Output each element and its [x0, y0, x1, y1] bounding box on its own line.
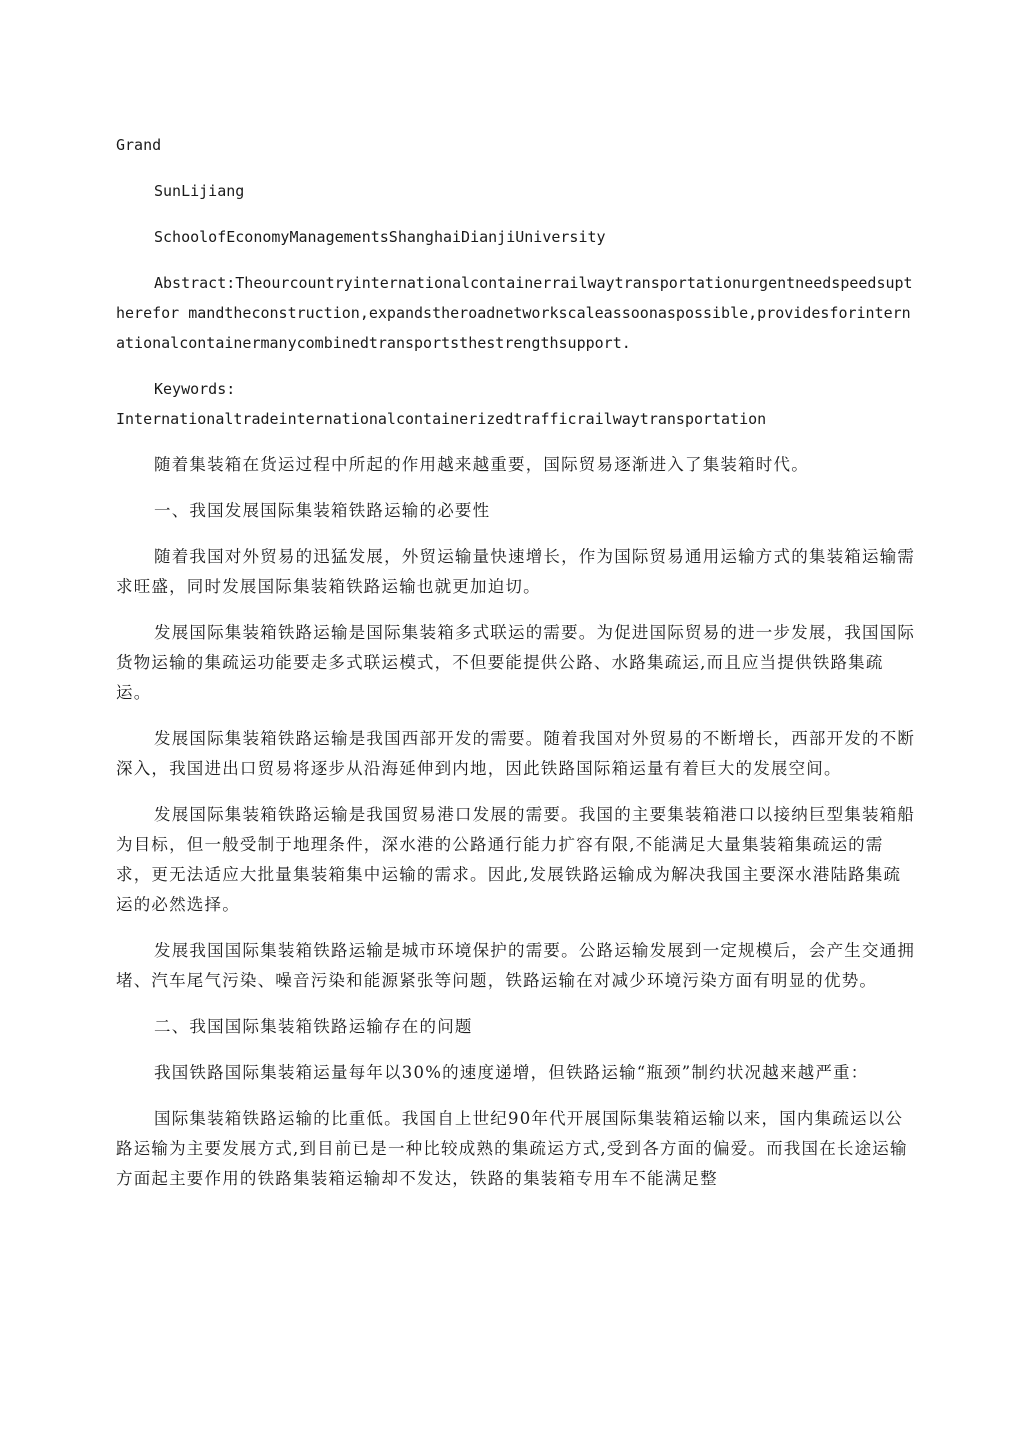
- paragraph: 我国铁路国际集装箱运量每年以30%的速度递增，但铁路运输“瓶颈”制约状况越来越严重：: [154, 1063, 869, 1082]
- paragraph: 发展国际集装箱铁路运输是我国西部开发的需要。随着我国对外贸易的不断增长，西部开发的不断深入，我国进出口贸易将逐步从沿海延伸到内地，因此铁路国际箱运量有着巨大的发展空间。: [116, 729, 916, 778]
- keywords-text: Internationaltradeinternationalcontainerizedtrafficrailwaytransportation: [116, 410, 767, 428]
- author-name: SunLijiang: [154, 182, 245, 200]
- affiliation: SchoolofEconomyManagementsShanghaiDianjiUniversity: [154, 228, 606, 246]
- paragraph: 发展国际集装箱铁路运输是国际集装箱多式联运的需要。为促进国际贸易的进一步发展，我国国际货物运输的集疏运功能要走多式联运模式，不但要能提供公路、水路集疏运,而且应当提供铁路集疏运。: [116, 623, 916, 702]
- intro-paragraph: 随着集装箱在货运过程中所起的作用越来越重要，国际贸易逐渐进入了集装箱时代。: [154, 455, 809, 474]
- document-body: [116, 130, 916, 1210]
- paragraph: 发展国际集装箱铁路运输是我国贸易港口发展的需要。我国的主要集装箱港口以接纳巨型集装箱船为目标，但一般受制于地理条件，深水港的公路通行能力扩容有限,不能满足大量集装箱集疏运的需求，更无法适应大批量集装箱集中运输的需求。因此,发展铁路运输成为解决我国主要深水港陆路集疏运的必然选择。: [116, 805, 916, 914]
- keywords-label: Keywords:: [154, 380, 236, 398]
- abstract-paragraph: Abstract:Theourcountryinternationalcontainerrailwaytransportationurgentneedspeedsuptherefor mandtheconstruction,expandstheroadnetworkscaleassoonaspossible,providesforinternationalcontainermanycombinedtransportsthestrengthsupport.: [116, 274, 913, 352]
- keywords-block: [116, 374, 916, 434]
- section-heading-2: 二、我国国际集装箱铁路运输存在的问题: [154, 1017, 473, 1036]
- section-heading-1: 一、我国发展国际集装箱铁路运输的必要性: [154, 501, 491, 520]
- paragraph: 国际集装箱铁路运输的比重低。我国自上世纪90年代开展国际集装箱运输以来，国内集疏运以公路运输为主要发展方式,到目前已是一种比较成熟的集疏运方式,受到各方面的偏爱。而我国在长途运输方面起主要作用的铁路集装箱运输却不发达，铁路的集装箱专用车不能满足整: [116, 1109, 908, 1188]
- title-line: Grand: [116, 136, 162, 154]
- paragraph: 发展我国国际集装箱铁路运输是城市环境保护的需要。公路运输发展到一定规模后，会产生交通拥堵、汽车尾气污染、噪音污染和能源紧张等问题，铁路运输在对减少环境污染方面有明显的优势。: [116, 941, 916, 990]
- paragraph: 随着我国对外贸易的迅猛发展，外贸运输量快速增长，作为国际贸易通用运输方式的集装箱运输需求旺盛，同时发展国际集装箱铁路运输也就更加迫切。: [116, 547, 916, 596]
